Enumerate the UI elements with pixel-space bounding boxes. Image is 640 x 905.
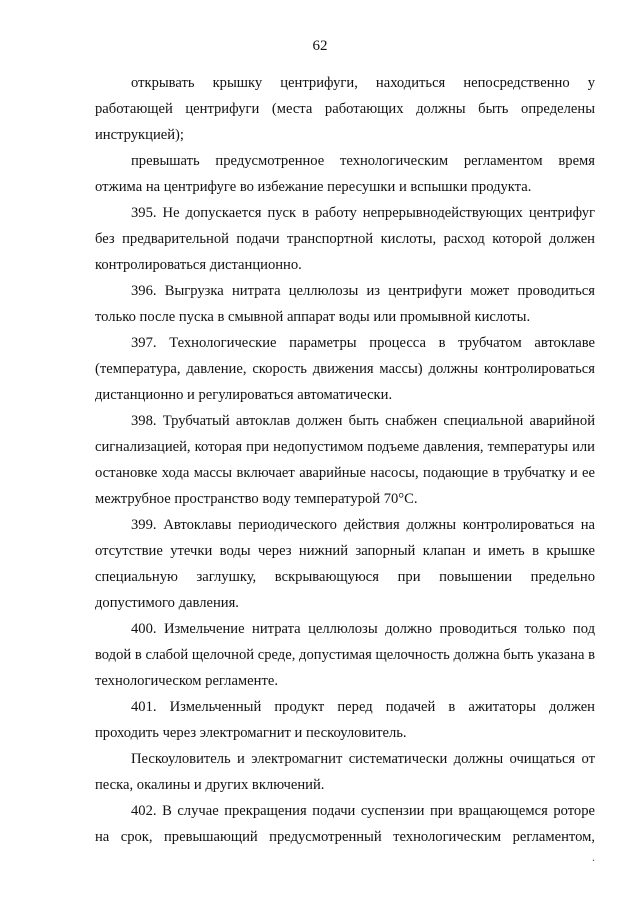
page-number: 62 xyxy=(312,38,328,54)
paragraph-398: 398. Трубчатый автоклав должен быть снабжен специальной аварийной сигнализацией, которая при недопустимом подъеме давления, температуры или остановке хода массы включает аварийные насосы, подающие в трубчатку и ее межтрубное пространство воду температурой 70°С. xyxy=(95,413,595,507)
body-text xyxy=(95,70,595,850)
edge-mark: . xyxy=(592,850,595,864)
paragraph-sand-trap: Пескоуловитель и электромагнит систематически должны очищаться от песка, окалины и других включений. xyxy=(95,751,595,793)
paragraph-401: 401. Измельченный продукт перед подачей в ажитаторы должен проходить через электромагнит и пескоуловитель. xyxy=(95,699,595,741)
paragraph-399: 399. Автоклавы периодического действия должны контролироваться на отсутствие утечки воды через нижний запорный клапан и иметь в крышке специальную заглушку, вскрывающуюся при повышении предельно допустимого давления. xyxy=(95,517,595,611)
paragraph-396: 396. Выгрузка нитрата целлюлозы из центрифуги может проводиться только после пуска в смывной аппарат воды или промывной кислоты. xyxy=(95,283,595,325)
paragraph-400: 400. Измельчение нитрата целлюлозы должно проводиться только под водой в слабой щелочной среде, допустимая щелочность должна быть указана в технологическом регламенте. xyxy=(95,621,595,689)
paragraph-item-continuation: открывать крышку центрифуги, находиться непосредственно у работающей центрифуги (места работающих должны быть определены инструкцией); xyxy=(95,75,595,143)
paragraph-395: 395. Не допускается пуск в работу непрерывнодействующих центрифуг без предварительной подачи транспортной кислоты, расход которой должен контролироваться дистанционно. xyxy=(95,205,595,273)
paragraph-item-dry-time: превышать предусмотренное технологическим регламентом время отжима на центрифуге во избежание пересушки и вспышки продукта. xyxy=(95,153,595,195)
paragraph-397: 397. Технологические параметры процесса в трубчатом автоклаве (температура, давление, скорость движения массы) должны контролироваться дистанционно и регулироваться автоматически. xyxy=(95,335,595,403)
paragraph-402: 402. В случае прекращения подачи суспензии при вращающемся роторе на срок, превышающий предусмотренный технологическим регламентом, xyxy=(95,803,595,845)
